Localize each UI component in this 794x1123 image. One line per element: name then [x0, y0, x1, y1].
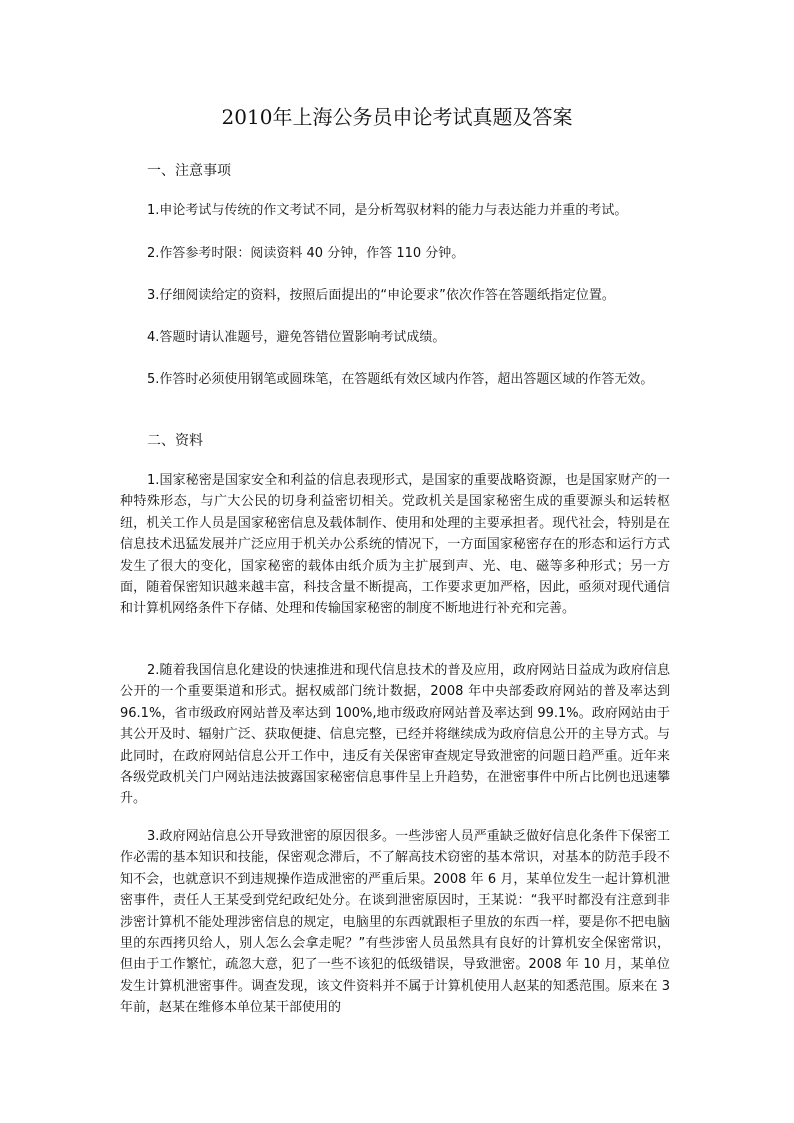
section-heading-notes: 一、注意事项	[147, 163, 231, 179]
note-item-1: 1.申论考试与传统的作文考试不同，是分析驾驭材料的能力与表达能力并重的考试。	[147, 203, 628, 218]
note-item-5: 5.作答时必须使用钢笔或圆珠笔，在答题纸有效区域内作答，超出答题区域的作答无效。	[147, 372, 654, 387]
section-heading-materials: 二、资料	[147, 433, 203, 449]
material-paragraph-1: 1.国家秘密是国家安全和利益的信息表现形式，是国家的重要战略资源，也是国家财产的一种特殊形态，与广大公民的切身利益密切相关。党政机关是国家秘密生成的重要源头和运转枢纽，机关工作人员是国家秘密信息及载体制作、使用和处理的主要承担者。现代社会，特别是在信息技术迅猛发展并广泛应用于机关办公系统的情况下，一方面国家秘密存在的形态和运行方式发生了很大的变化，国家秘密的载体由纸介质为主扩展到声、光、电、磁等多种形式；另一方面，随着保密知识越来越丰富，科技含量不断提高，工作要求更加严格，因此，亟须对现代通信和计算机网络条件下存储、处理和传输国家秘密的制度不断地进行补充和完善。	[120, 473, 670, 617]
note-item-2: 2.作答参考时限：阅读资料 40 分钟，作答 110 分钟。	[147, 246, 465, 261]
document-title: 2010年上海公务员申论考试真题及答案	[221, 105, 573, 129]
material-paragraph-3: 3.政府网站信息公开导致泄密的原因很多。一些涉密人员严重缺乏做好信息化条件下保密工作必需的基本知识和技能，保密观念滞后，不了解高技术窃密的基本常识，对基本的防范手段不知不会，也就意识不到违规操作造成泄密的严重后果。2008 年 6 月，某单位发生一起计算机泄密事件，责任人王某受到党纪政纪处分。在谈到泄密原因时，王某说：“我平时都没有注意到非涉密计算机不能处理涉密信息的规定，电脑里的东西就跟柜子里放的东西一样，要是你不把电脑里的东西拷贝给人，别人怎么会拿走呢？”有些涉密人员虽然具有良好的计算机安全保密常识，但由于工作繁忙，疏忽大意，犯了一些不该犯的低级错误，导致泄密。2008 年 10 月，某单位发生计算机泄密事件。调查发现，该文件资料并不属于计算机使用人赵某的知悉范围。原来在 3 年前，赵某在维修本单位某干部使用的	[120, 829, 670, 1016]
note-item-3: 3.仔细阅读给定的资料，按照后面提出的“申论要求”依次作答在答题纸指定位置。	[147, 288, 615, 303]
note-item-4: 4.答题时请认准题号，避免答错位置影响考试成绩。	[147, 330, 446, 345]
material-paragraph-2: 2.随着我国信息化建设的快速推进和现代信息技术的普及应用，政府网站日益成为政府信息公开的一个重要渠道和形式。据权威部门统计数据，2008 年中央部委政府网站的普及率达到 96.1%，省市级政府网站普及率达到 100%,地市级政府网站普及率达到 99.1%。政府网站由于其公开及时、辐射广泛、获取便捷、信息完整，已经并将继续成为政府信息公开的主导方式。与此同时，在政府网站信息公开工作中，违反有关保密审查规定导致泄密的问题日趋严重。近年来各级党政机关门户网站违法披露国家秘密信息事件呈上升趋势，在泄密事件中所占比例也迅速攀升。	[120, 663, 670, 807]
